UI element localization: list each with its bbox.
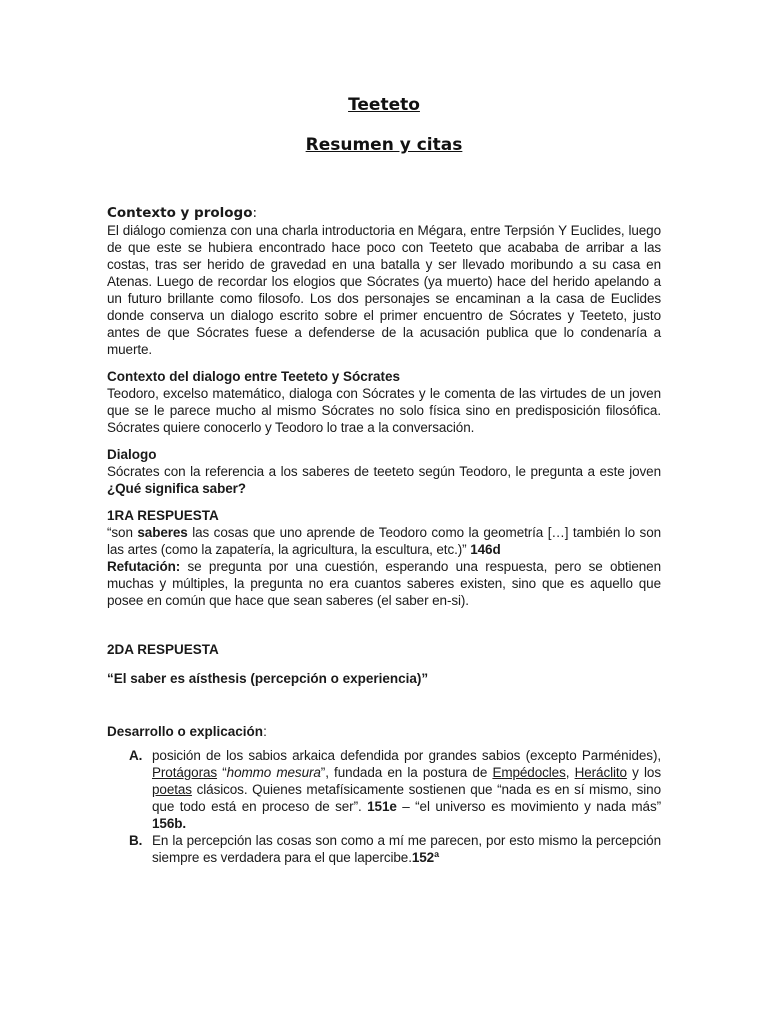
quote-text: “son <box>107 525 138 540</box>
heading-text: Desarrollo o explicación <box>107 724 264 739</box>
dialog-context-paragraph: Teodoro, excelso matemático, dialoga con Sócrates y le comenta de las virtudes de un joven que se le parece mucho al mismo Sócrates no solo física sino en predisposición filosófica. Sócrates quiere conocerlo y Teodoro lo trae a la conversación. <box>107 386 661 435</box>
item-text: “ <box>217 765 227 780</box>
second-answer-thesis: “El saber es aísthesis (percepción o experiencia)” <box>107 671 429 686</box>
item-text: – “el universo es movimiento y nada más” <box>396 799 661 814</box>
underlined-name: poetas <box>152 782 192 797</box>
underlined-name: Protágoras <box>152 765 218 780</box>
section-heading-desarrollo <box>107 723 661 740</box>
document-subtitle: Resumen y citas <box>305 135 463 155</box>
document-title: Teeteto <box>348 95 420 115</box>
list-item <box>107 832 661 866</box>
desarrollo-list <box>107 747 661 866</box>
item-text: , <box>565 765 575 780</box>
section-heading-first-answer: 1RA RESPUESTA <box>107 508 219 523</box>
quote-reference: 146d <box>470 542 501 557</box>
item-text: y los <box>626 765 661 780</box>
dialogo-paragraph <box>107 463 661 497</box>
item-text: clásicos. Quienes metafísicamente sostienen que “nada es en sí mismo, sino que todo está en proceso de ser”. <box>152 782 661 814</box>
dialogo-text: Sócrates con la referencia a los saberes de teeteto según Teodoro, le pregunta a este joven <box>107 464 661 479</box>
list-item <box>107 747 661 832</box>
quote-text-2: las cosas que uno aprende de Teodoro como la geometría […] también lo son las artes (como la zapatería, la agricultura, la escultura, etc.)” <box>107 525 662 557</box>
heading-colon: : <box>263 724 267 739</box>
item-text: posición de los sabios arkaica defendida por grandes sabios (excepto Parménides), <box>152 748 661 763</box>
section-heading-context <box>107 204 661 222</box>
quote-bold: saberes <box>137 525 188 540</box>
section-heading-dialogo: Dialogo <box>107 447 157 462</box>
refutation-label: Refutación: <box>107 559 181 574</box>
underlined-name: Heráclito <box>574 765 627 780</box>
refutation-text: se pregunta por una cuestión, esperando una respuesta, pero se obtienen muchas y múltiples, la pregunta no era cuantos saberes existen, sino que es aquello que posee en común que hace que sean saberes (el saber en-si). <box>107 559 661 608</box>
context-paragraph: El diálogo comienza con una charla introductoria en Mégara, entre Terpsión Y Euclides, luego de que este se hubiera encontrado hace poco con Teeteto que acababa de arribar a las costas, tras ser herido de gravedad en una batalla y ser llevado moribundo a su casa en Atenas. Luego de recordar los elogios que Sócrates (ya muerto) hace del herido apelando a un futuro brillante como filosofo. Los dos personajes se encaminan a la casa de Euclides donde conserva un dialogo escrito sobre el primer encuentro de Sócrates y Teeteto, justo antes de que Sócrates fuese a defenderse de la acusación publica que lo condenaría a muerte. <box>107 223 661 357</box>
dialogo-question: ¿Qué significa saber? <box>107 481 246 496</box>
citation-reference: 152ª <box>411 850 439 865</box>
first-answer-quote <box>107 524 661 558</box>
document-content <box>107 92 661 866</box>
refutation-paragraph <box>107 558 661 609</box>
underlined-name: Empédocles <box>492 765 566 780</box>
section-heading-second-answer: 2DA RESPUESTA <box>107 642 219 657</box>
citation-reference: 156b. <box>152 816 187 831</box>
list-marker: A. <box>129 748 143 763</box>
item-text: ”, fundada en la postura de <box>320 765 493 780</box>
heading-colon: : <box>252 205 258 221</box>
item-text: En la percepción las cosas son como a mí me parecen, por esto mismo la percepción siempre es verdadera para el que lapercibe. <box>152 833 661 865</box>
citation-reference: 151e <box>367 799 397 814</box>
list-marker: B. <box>129 833 143 848</box>
italic-phrase: hommo mesura <box>226 765 321 780</box>
section-heading-dialog-context: Contexto del dialogo entre Teeteto y Sócrates <box>107 369 401 384</box>
heading-text: Contexto y prologo <box>107 205 253 221</box>
